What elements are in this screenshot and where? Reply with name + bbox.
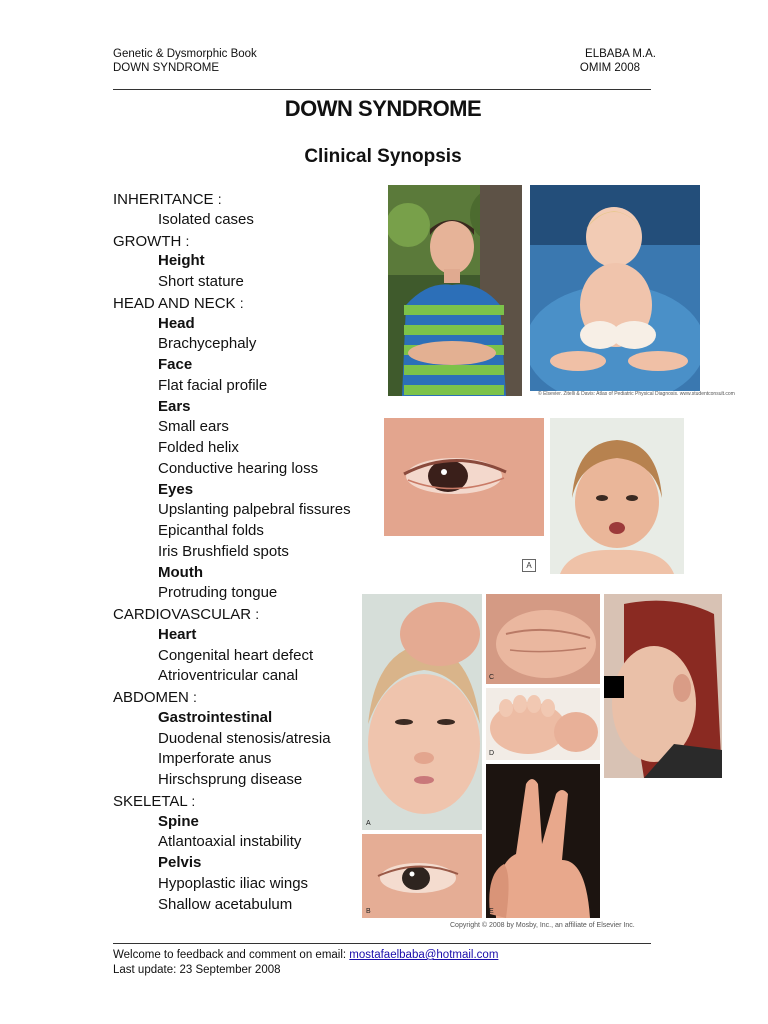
synopsis-subheading: Mouth bbox=[158, 563, 203, 581]
figure-label-a-box: A bbox=[522, 559, 536, 572]
synopsis-item: Flat facial profile bbox=[158, 376, 268, 394]
clinical-synopsis-list bbox=[113, 189, 373, 915]
section-label: SKELETAL bbox=[113, 792, 188, 810]
synopsis-item: Imperforate anus bbox=[158, 750, 272, 768]
page-title: DOWN SYNDROME bbox=[284, 96, 482, 121]
section-label: HEAD AND NECK bbox=[113, 294, 236, 312]
header-right bbox=[560, 47, 656, 75]
synopsis-section-heading bbox=[113, 604, 373, 625]
synopsis-item: Short stature bbox=[158, 273, 244, 290]
synopsis-item: Epicanthal folds bbox=[158, 522, 264, 539]
feedback-line bbox=[113, 948, 498, 963]
section-colon: : bbox=[191, 792, 196, 809]
book-title: Genetic & Dysmorphic Book bbox=[113, 48, 257, 60]
baby-photo-caption: © Elsevier. Zitelli & Davis: Atlas of Pediatric Physical Diagnosis. www.studentconsult.com bbox=[538, 391, 735, 397]
synopsis-subheading: Spine bbox=[158, 812, 199, 830]
synopsis-section-heading bbox=[113, 189, 373, 210]
header-divider bbox=[113, 89, 651, 90]
synopsis-item: Duodenal stenosis/atresia bbox=[158, 729, 331, 747]
synopsis-item: Hypoplastic iliac wings bbox=[158, 874, 309, 892]
synopsis-item: Small ears bbox=[158, 418, 229, 436]
section-colon: : bbox=[239, 294, 244, 311]
header-left bbox=[113, 47, 257, 75]
email-link[interactable]: mostafaelbaba@hotmail.com bbox=[349, 949, 499, 961]
author-name: ELBABA M.A. bbox=[585, 48, 656, 60]
synopsis-section-heading bbox=[113, 791, 373, 812]
photo-eye-closeup bbox=[384, 418, 544, 536]
synopsis-item: Folded helix bbox=[158, 439, 239, 456]
synopsis-item: Shallow acetabulum bbox=[158, 895, 293, 913]
synopsis-subheading: Heart bbox=[158, 625, 197, 643]
synopsis-subheading: Gastrointestinal bbox=[158, 708, 273, 726]
synopsis-item: Upslanting palpebral fissures bbox=[158, 501, 351, 519]
section-colon: : bbox=[255, 606, 260, 622]
synopsis-item: Protruding tongue bbox=[158, 584, 278, 602]
synopsis-section-heading bbox=[113, 231, 373, 252]
figure-label-b: B bbox=[366, 908, 371, 915]
synopsis-subheading: Head bbox=[158, 314, 195, 332]
section-label: INHERITANCE bbox=[113, 191, 214, 208]
footer-divider bbox=[113, 943, 651, 944]
synopsis-subheading: Height bbox=[158, 252, 205, 270]
photo-hand-e bbox=[486, 764, 600, 918]
synopsis-item: Brachycephaly bbox=[158, 335, 257, 353]
synopsis-subheading: Eyes bbox=[158, 480, 194, 498]
section-label: ABDOMEN bbox=[113, 689, 189, 706]
section-colon: : bbox=[217, 191, 222, 207]
figure-label-e: E bbox=[489, 908, 494, 915]
chapter-title: DOWN SYNDROME bbox=[113, 62, 220, 74]
synopsis-subheading: Pelvis bbox=[158, 854, 202, 871]
feedback-text: Welcome to feedback and comment on email: bbox=[113, 949, 350, 961]
synopsis-section-heading bbox=[113, 293, 373, 314]
figures-copyright: Copyright © 2008 by Mosby, Inc., an affiliate of Elsevier Inc. bbox=[450, 922, 635, 929]
section-colon: : bbox=[193, 689, 197, 705]
synopsis-item: Congenital heart defect bbox=[158, 646, 314, 664]
footer bbox=[113, 948, 498, 977]
synopsis-section-heading bbox=[113, 687, 373, 708]
omim-reference: OMIM 2008 bbox=[579, 62, 640, 74]
photo-feet-d bbox=[486, 688, 600, 760]
synopsis-item: Hirschsprung disease bbox=[158, 771, 303, 788]
figure-label-d: D bbox=[489, 750, 495, 757]
section-label: CARDIOVASCULAR bbox=[113, 606, 252, 623]
photo-palm-c bbox=[486, 594, 600, 684]
page-subtitle: Clinical Synopsis bbox=[304, 146, 462, 167]
synopsis-item: Iris Brushfield spots bbox=[158, 542, 289, 560]
synopsis-item: Atrioventricular canal bbox=[158, 667, 299, 685]
section-colon: : bbox=[185, 232, 190, 249]
photo-infant-face-a bbox=[362, 594, 482, 830]
photo-side-profile bbox=[604, 594, 722, 778]
figure-label-c: C bbox=[489, 674, 495, 681]
synopsis-item: Conductive hearing loss bbox=[158, 459, 319, 477]
synopsis-item: Atlantoaxial instability bbox=[158, 833, 302, 851]
photo-boy-striped-shirt bbox=[388, 185, 522, 396]
photo-baby-on-rug bbox=[530, 185, 700, 391]
figure-label-a: A bbox=[366, 820, 371, 827]
section-label: GROWTH bbox=[113, 232, 182, 250]
synopsis-item: Isolated cases bbox=[158, 210, 254, 228]
synopsis-subheading: Ears bbox=[158, 397, 191, 415]
photo-eye-b bbox=[362, 834, 482, 918]
photo-infant-face bbox=[550, 418, 684, 574]
synopsis-subheading: Face bbox=[158, 356, 193, 373]
last-update: Last update: 23 September 2008 bbox=[113, 963, 281, 976]
